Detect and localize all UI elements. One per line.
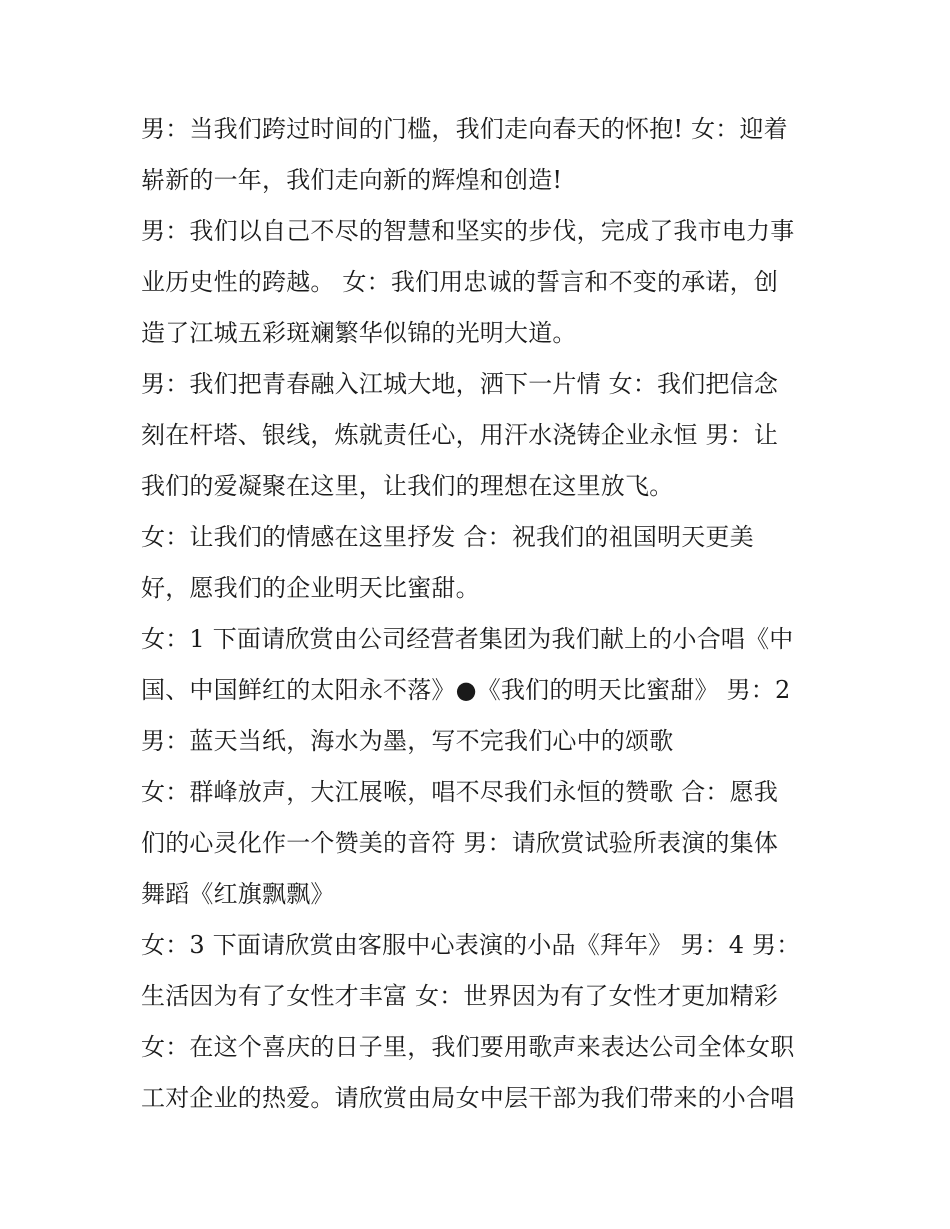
text-line: 女：在这个喜庆的日子里，我们要用歌声来表达公司全体女职 <box>141 1033 795 1061</box>
text-line: 好，愿我们的企业明天比蜜甜。 <box>141 574 480 602</box>
text-line: 女：3 下面请欣赏由客服中心表演的小品《拜年》 男：4 男： <box>141 931 801 959</box>
text-line: 造了江城五彩斑斓繁华似锦的光明大道。 <box>141 319 577 347</box>
text-line: 们的心灵化作一个赞美的音符 男：请欣赏试验所表演的集体 <box>141 829 779 857</box>
text-line: 工对企业的热爱。请欣赏由局女中层干部为我们带来的小合唱 <box>141 1084 795 1112</box>
text-line: 女：1 下面请欣赏由公司经营者集团为我们献上的小合唱《中 <box>141 625 794 653</box>
text-line: 男：我们以自己不尽的智慧和坚实的步伐，完成了我市电力事 <box>141 217 795 245</box>
text-line: 生活因为有了女性才丰富 女：世界因为有了女性才更加精彩 <box>141 982 779 1010</box>
text-line: 男：蓝天当纸，海水为墨，写不完我们心中的颂歌 <box>141 727 674 755</box>
text-line: 刻在杆塔、银线，炼就责任心，用汗水浇铸企业永恒 男：让 <box>141 421 779 449</box>
text-line: 女：让我们的情感在这里抒发 合：祝我们的祖国明天更美 <box>141 523 754 551</box>
text-line: 国、中国鲜红的太阳永不落》●《我们的明天比蜜甜》 男：2 <box>141 676 791 704</box>
document-body <box>141 104 821 1124</box>
text-line: 我们的爱凝聚在这里，让我们的理想在这里放飞。 <box>141 472 674 500</box>
text-line: 男：我们把青春融入江城大地，洒下一片情 女：我们把信念 <box>141 370 779 398</box>
text-line: 舞蹈《红旗飘飘》 <box>141 880 335 908</box>
text-line: 崭新的一年，我们走向新的辉煌和创造! <box>141 166 563 194</box>
text-line: 业历史性的跨越。 女：我们用忠诚的誓言和不变的承诺，创 <box>141 268 779 296</box>
text-line: 女：群峰放声，大江展喉，唱不尽我们永恒的赞歌 合：愿我 <box>141 778 779 806</box>
text-line: 男：当我们跨过时间的门槛，我们走向春天的怀抱! 女：迎着 <box>141 115 788 143</box>
